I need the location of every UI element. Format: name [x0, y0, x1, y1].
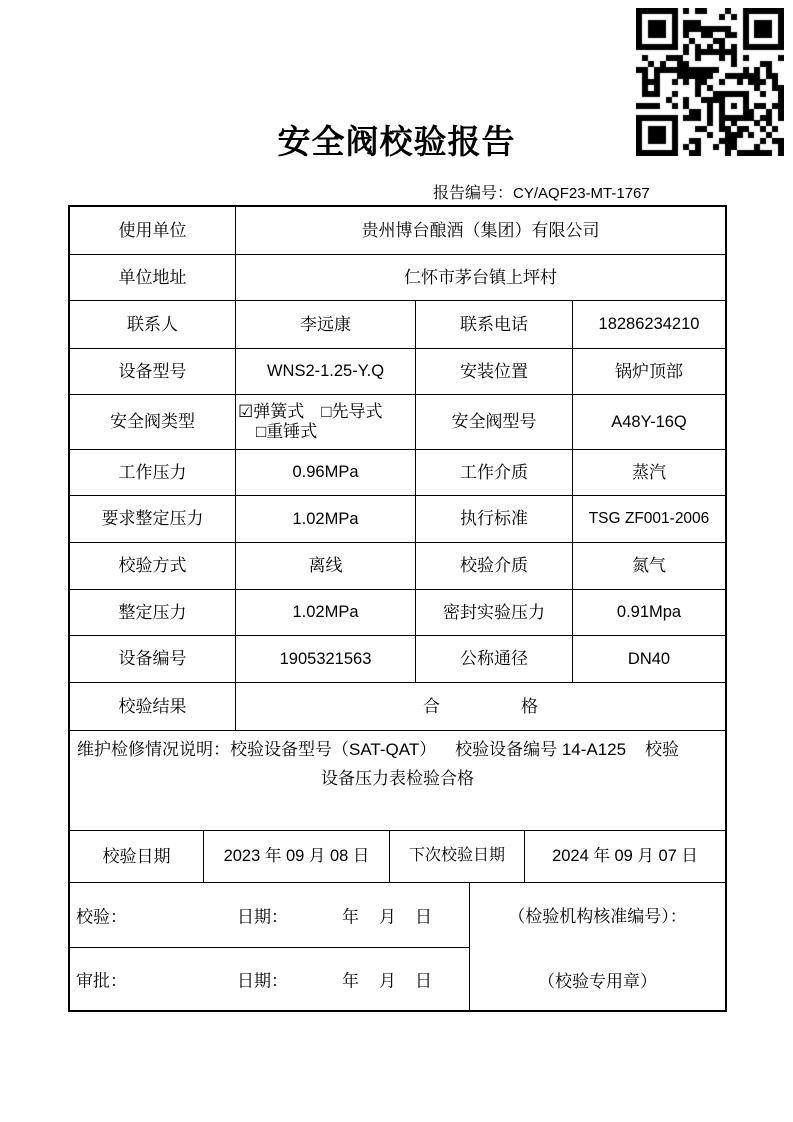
page-title: 安全阀校验报告 [277, 125, 516, 161]
value-calibration-medium: 氮气 [572, 543, 725, 589]
report-number-label: 报告编号： [433, 185, 514, 202]
checkbox-option-label: 重锤式 [266, 422, 318, 441]
value-valve-model: A48Y-16Q [572, 395, 725, 449]
row-result [70, 682, 725, 730]
signature-row-calibration [70, 883, 469, 947]
sign-calibration-label: 校验： [76, 907, 127, 927]
label-equipment-no: 设备编号 [118, 649, 187, 669]
label-address: 单位地址 [118, 267, 187, 287]
report-number-value: CY/AQF23-MT-1767 [513, 185, 650, 202]
label-set-pressure: 整定压力 [118, 602, 187, 622]
result-char: 格 [521, 696, 538, 716]
value-address: 仁怀市茅台镇上坪村 [235, 255, 725, 300]
qr-code-icon [636, 8, 784, 156]
row-set-pressure [70, 589, 725, 635]
value-install-position: 锅炉顶部 [572, 349, 725, 394]
row-company [70, 207, 725, 254]
label-contact: 联系人 [127, 314, 178, 334]
row-equipment-no [70, 635, 725, 682]
checkbox-glyph: □ [321, 402, 332, 422]
label-seal-test-pressure: 密封实验压力 [415, 590, 572, 635]
value-equipment-model: WNS2-1.25-Y.Q [235, 349, 415, 394]
valve-type-line1 [238, 402, 383, 422]
row-working-pressure [70, 449, 725, 495]
calibration-table [68, 205, 727, 1012]
label-working-pressure: 工作压力 [118, 462, 187, 482]
label-nominal-diameter: 公称通径 [415, 636, 572, 682]
checkbox-unchecked-icon [321, 402, 382, 422]
value-set-pressure: 1.02MPa [235, 590, 415, 635]
label-valve-type: 安全阀类型 [110, 412, 195, 432]
label-phone: 联系电话 [415, 301, 572, 348]
checkbox-option-label: 弹簧式 [253, 402, 305, 422]
value-standard: TSG ZF001-2006 [572, 496, 725, 542]
year-label: 年 [342, 907, 359, 927]
label-equipment-model: 设备型号 [118, 361, 187, 381]
signature-row-approval [70, 947, 469, 1010]
signature-block [70, 882, 725, 1010]
value-nominal-diameter: DN40 [572, 636, 725, 682]
value-phone: 18286234210 [572, 301, 725, 348]
checkbox-glyph: □ [256, 422, 267, 441]
row-equipment-model [70, 348, 725, 394]
stamp-seal-label: （校验专用章） [538, 971, 657, 991]
signature-left-column [70, 883, 469, 1010]
label-result: 校验结果 [118, 696, 187, 716]
checkbox-unchecked-icon [256, 422, 317, 442]
value-result [235, 683, 725, 730]
row-required-set-pressure [70, 495, 725, 542]
checkbox-option-label: 先导式 [331, 402, 383, 422]
stamp-cell [469, 883, 725, 1010]
label-required-set-pressure: 要求整定压力 [101, 509, 204, 529]
stamp-approval-number-label: （检验机构核准编号）： [508, 906, 687, 926]
label-install-position: 安装位置 [415, 349, 572, 394]
result-char: 合 [423, 696, 440, 716]
label-calibration-date: 校验日期 [102, 846, 171, 866]
row-maintenance [70, 730, 725, 830]
label-next-calibration-date: 下次校验日期 [389, 831, 524, 882]
row-calibration-method [70, 542, 725, 589]
maintenance-note [70, 731, 725, 830]
month-label: 月 [379, 907, 396, 927]
label-working-medium: 工作介质 [415, 450, 572, 495]
month-label: 月 [379, 971, 396, 991]
value-calibration-date: 2023 年 09 月 08 日 [203, 831, 389, 882]
value-working-pressure: 0.96MPa [235, 450, 415, 495]
report-number [433, 180, 650, 203]
value-next-calibration-date: 2024 年 09 月 07 日 [524, 831, 725, 882]
checkbox-checked-icon [238, 402, 304, 422]
row-calibration-date [70, 830, 725, 882]
value-company: 贵州博台酿酒（集团）有限公司 [235, 207, 725, 254]
label-valve-model: 安全阀型号 [415, 395, 572, 449]
year-label: 年 [342, 971, 359, 991]
value-equipment-no: 1905321563 [235, 636, 415, 682]
value-contact: 李远康 [235, 301, 415, 348]
row-address [70, 254, 725, 300]
value-valve-type [235, 395, 415, 449]
day-label: 日 [415, 971, 432, 991]
row-contact [70, 300, 725, 348]
row-valve-type [70, 394, 725, 449]
value-seal-test-pressure: 0.91Mpa [572, 590, 725, 635]
label-calibration-method: 校验方式 [118, 556, 187, 576]
sign-approval-date-label: 日期： [237, 971, 288, 991]
label-standard: 执行标准 [415, 496, 572, 542]
valve-type-line2 [238, 422, 317, 442]
day-label: 日 [415, 907, 432, 927]
checkbox-glyph: ☑ [238, 402, 254, 422]
label-company: 使用单位 [118, 220, 187, 240]
value-required-set-pressure: 1.02MPa [235, 496, 415, 542]
value-working-medium: 蒸汽 [572, 450, 725, 495]
value-calibration-method: 离线 [235, 543, 415, 589]
sign-calibration-date-label: 日期： [237, 907, 288, 927]
sign-approval-label: 审批： [76, 971, 127, 991]
maintenance-line2: 设备压力表检验合格 [321, 768, 474, 788]
label-calibration-medium: 校验介质 [415, 543, 572, 589]
maintenance-line1: 维护检修情况说明：校验设备型号（SAT-QAT） 校验设备编号 14-A125 校验 [77, 740, 679, 759]
